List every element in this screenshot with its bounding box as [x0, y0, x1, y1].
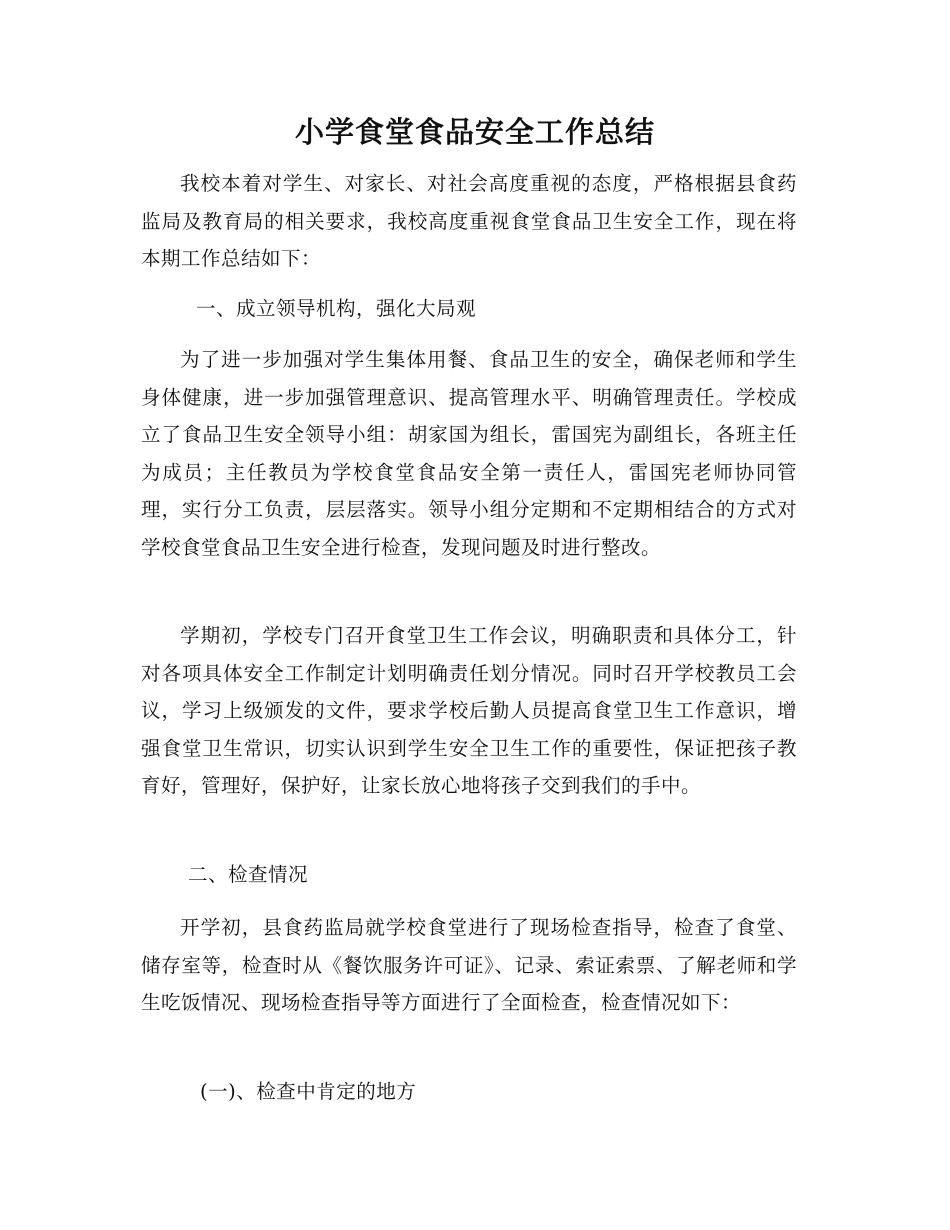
- section2-paragraph-1: 开学初，县食药监局就学校食堂进行了现场检查指导，检查了食堂、储存室等，检查时从《餐饮服务许可证》、记录、索证索票、了解老师和学生吃饭情况、现场检查指导等方面进行了全面检查，检查情况如下：: [141, 916, 797, 1014]
- section1-paragraph-1: 为了进一步加强对学生集体用餐、食品卫生的安全，确保老师和学生身体健康，进一步加强管理意识、提高管理水平、明确管理责任。学校成立了食品卫生安全领导小组：胡家国为组长，雷国宪为副组长，各班主任为成员；主任教员为学校食堂食品安全第一责任人，雷国宪老师协同管理，实行分工负责，层层落实。领导小组分定期和不定期相结合的方式对学校食堂食品卫生安全进行检查，发现问题及时进行整改。: [141, 348, 797, 559]
- section2-heading: 二、检查情况: [188, 863, 309, 886]
- intro-paragraph: 我校本着对学生、对家长、对社会高度重视的态度，严格根据县食药监局及教育局的相关要求，我校高度重视食堂食品卫生安全工作，现在将本期工作总结如下：: [141, 172, 797, 270]
- section1-heading: 一、成立领导机构，强化大局观: [196, 297, 477, 320]
- section1-paragraph-2: 学期初，学校专门召开食堂卫生工作会议，明确职责和具体分工，针对各项具体安全工作制定计划明确责任划分情况。同时召开学校教员工会议，学习上级颁发的文件，要求学校后勤人员提高食堂卫生工作意识，增强食堂卫生常识，切实认识到学生安全卫生工作的重要性，保证把孩子教育好，管理好，保护好，让家长放心地将孩子交到我们的手中。: [141, 624, 797, 797]
- subsection1-heading: (一)、检查中肯定的地方: [200, 1080, 417, 1103]
- document-title: 小学食堂食品安全工作总结: [294, 115, 655, 149]
